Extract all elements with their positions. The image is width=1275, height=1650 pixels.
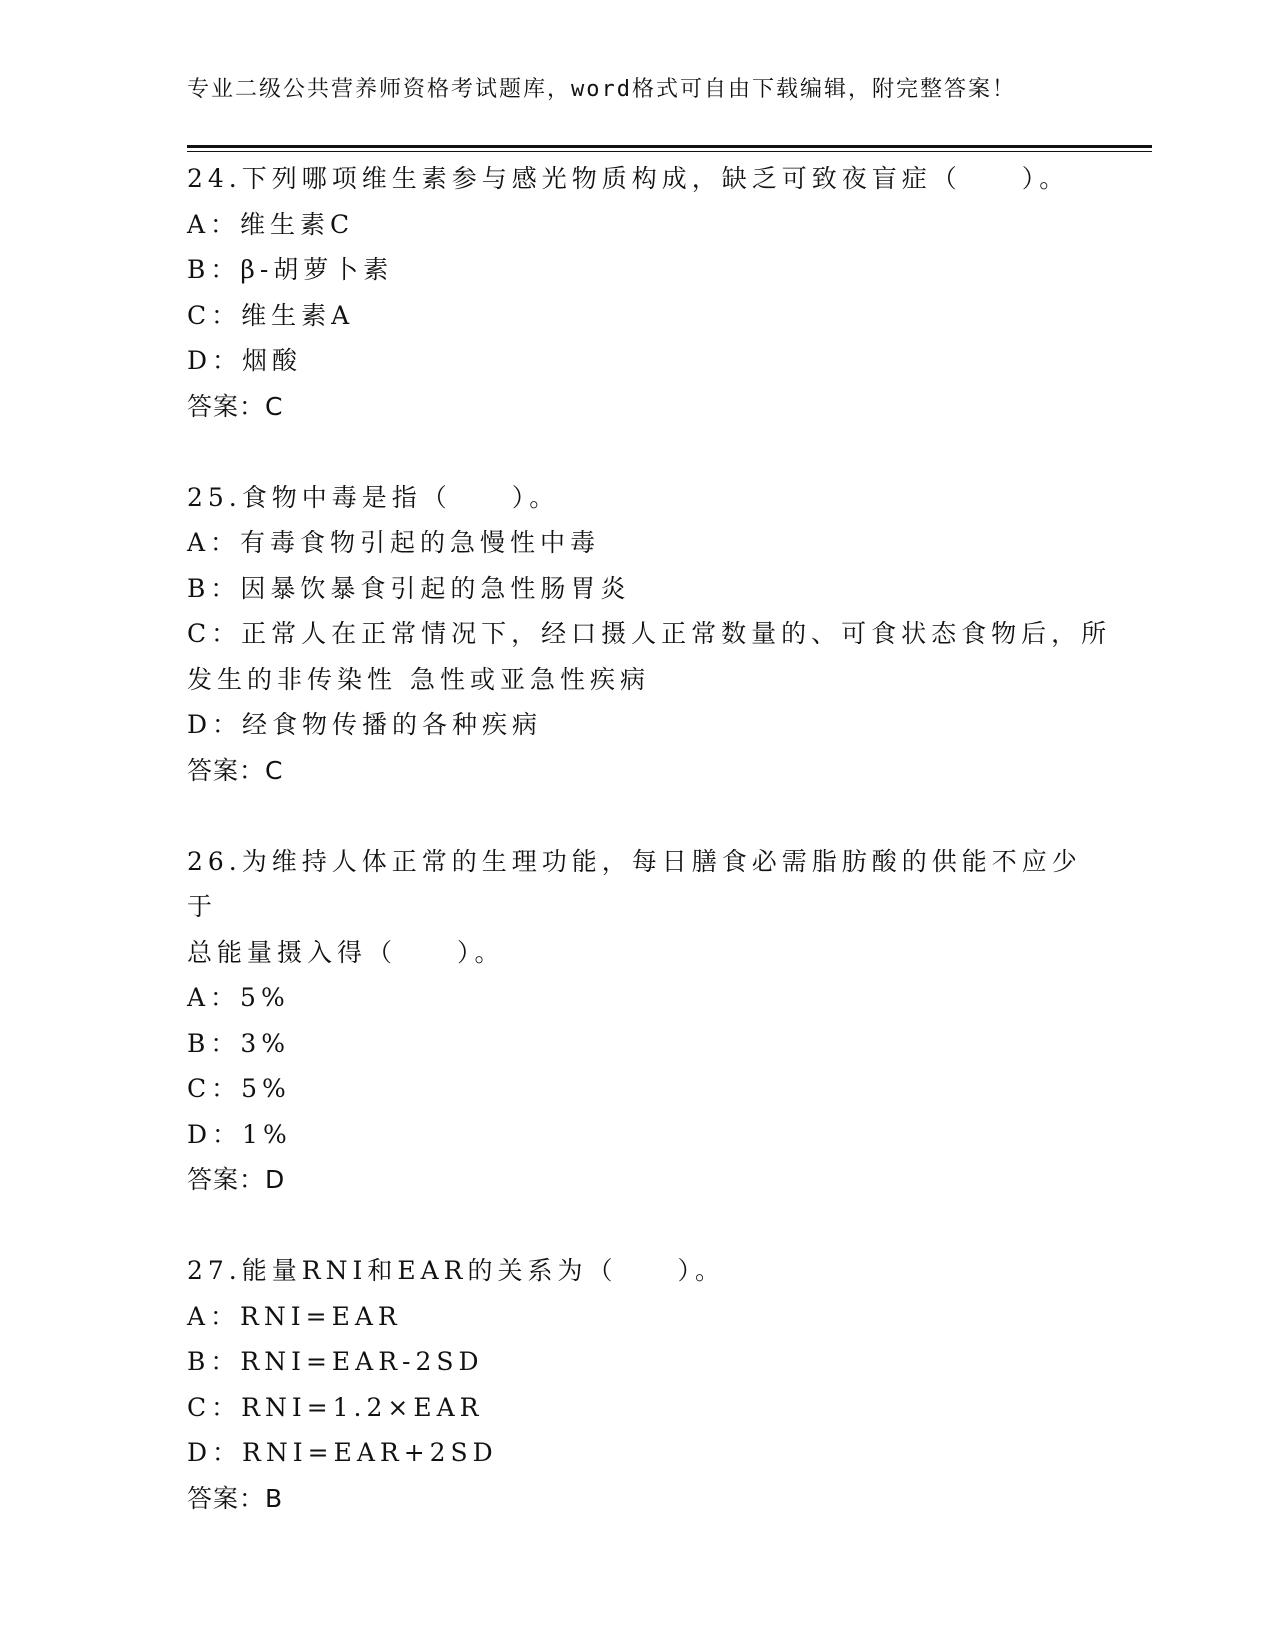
- option-a: A：有毒食物引起的急慢性中毒: [187, 528, 601, 557]
- question-list: [187, 156, 1112, 1567]
- option-b: B：因暴饮暴食引起的急性肠胃炎: [187, 573, 631, 603]
- option-b: B：β-胡萝卜素: [187, 255, 394, 284]
- header-rule-thin: [187, 151, 1152, 152]
- question-25: [187, 475, 1112, 794]
- option-a: A：RNI=EAR: [187, 1301, 402, 1331]
- option-b: B：RNI=EAR-2SD: [187, 1347, 484, 1376]
- option-b: B：3%: [187, 1028, 291, 1058]
- question-stem: 26.为维持人体正常的生理功能，每日膳食必需脂肪酸的供能不应少于: [187, 846, 1082, 921]
- question-stem: 25.食物中毒是指（ ）。: [187, 482, 560, 512]
- page-header: 专业二级公共营养师资格考试题库，word格式可自由下载编辑，附完整答案！: [187, 77, 1016, 102]
- question-stem: 27.能量RNI和EAR的关系为（ ）。: [187, 1256, 725, 1285]
- option-c-continued: 发生的非传染性 急性或亚急性疾病: [187, 664, 650, 694]
- option-a: A：维生素C: [187, 209, 355, 239]
- option-d: D：烟酸: [187, 346, 303, 375]
- question-26: [187, 839, 1087, 1203]
- header-rule-thick: [187, 145, 1152, 148]
- answer-text: 答案：C: [187, 391, 284, 421]
- option-c: C：维生素A: [187, 300, 355, 330]
- option-c: C：5%: [187, 1074, 291, 1103]
- option-c: C：正常人在正常情况下，经口摄人正常数量的、可食状态食物后，所: [187, 619, 1112, 648]
- answer-text: 答案：B: [187, 1483, 284, 1513]
- question-24: [187, 156, 1087, 429]
- option-d: D：RNI=EAR+2SD: [187, 1438, 498, 1467]
- question-27: [187, 1248, 1087, 1521]
- option-d: D：1%: [187, 1119, 292, 1149]
- option-c: C：RNI=1.2×EAR: [187, 1392, 484, 1422]
- option-d: D：经食物传播的各种疾病: [187, 710, 543, 739]
- answer-text: 答案：D: [187, 1165, 286, 1194]
- question-stem-continued: 总能量摄入得（ ）。: [187, 937, 505, 967]
- option-a: A：5%: [187, 983, 290, 1012]
- question-stem: 24.下列哪项维生素参与感光物质构成，缺乏可致夜盲症（ ）。: [187, 164, 1070, 193]
- answer-text: 答案：C: [187, 755, 284, 785]
